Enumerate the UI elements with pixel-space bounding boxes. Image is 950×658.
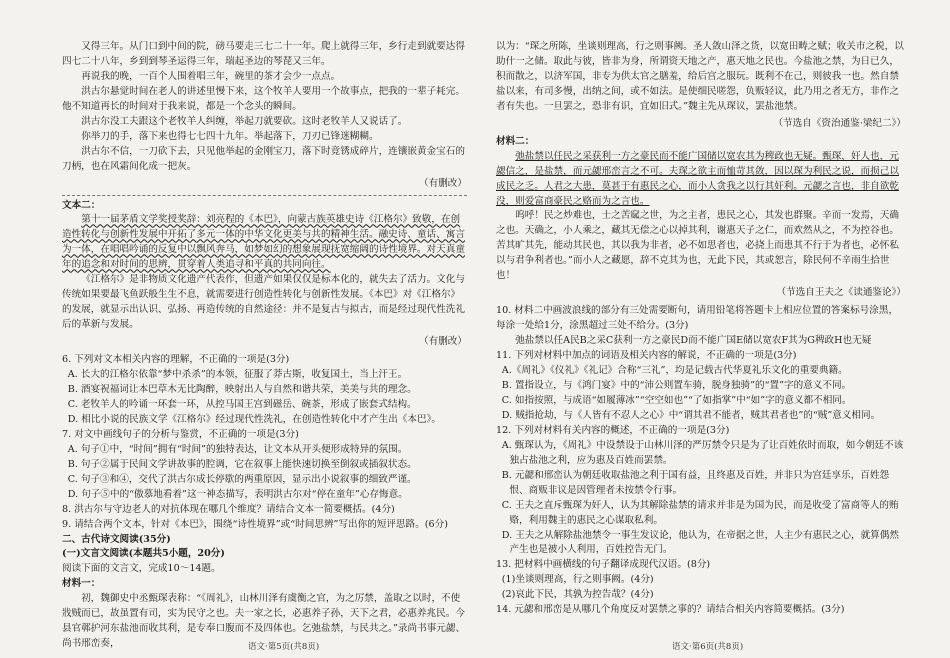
q12-option: A. 甄琛认为，《周礼》中设禁设于山林川泽的严厉禁令只是为了让百姓依时而取，如今朝廷不该独占盐池之利，应为惠及百姓而罢禁。	[501, 439, 904, 466]
intro-para: 洪古尔不信，一刀砍下去，只见他举起的金刚宝刀，落下时竟锈成碎片，连镶嵌黄金宝石的刀柄，也在风霜间化成一把灰。	[62, 145, 465, 172]
underlined-text: 第十一届茅盾文学奖授奖辞：刘亮程的《本巴》，向蒙古族英雄史诗《江格尔》致敬，在创造性转化与创新性发展中开拓了多元一体的中华文化更美与共的精神生活。融史诗、童话、寓言为一体，在唱唱吟诵的反复中以飘风奔马，如梦如幻的想象展现抚宽缩阔的诗性境界。对天真童年的追念和对时间的思辨，贯穿着人类追寻和平真的共同向往。	[62, 214, 465, 271]
q12-option: D. 王夫之从解除盐池禁令一事生发议论，他认为，在帝据之世，人主少有惠民之心，就算偶然产生也是被小人利用，百姓控告无门。	[501, 529, 899, 556]
q7-option: A. 句子①中，“时间”拥有“时间”的独特表达，让文本从开头便形成特异的氛围。	[67, 443, 408, 455]
material-1-continued: 以为：“琛之所陈，坐谈则理高，行之则事阙。圣人敛山泽之货，以宽田畴之赋；收关市之税，以助什一之储。取此与彼，皆非为身，所谓资天地之产，惠天地之民也。今盐池之禁，为日已久，积而散之，以济军国，非专为供太官之膳羞，给后宫之服玩。既利不在己，则彼我一也。然自禁盐以来，有司多慢，出纳之间，或不如法。是使细民嗟怨，负贩轻议，此乃用之者无方，非作之者有失也。一旦罢之，恐非有识，宜如旧式。”魏主先从琛议，罢盐池禁。	[496, 41, 904, 112]
intro-para: 你举刀的手，落下来也得七七四十九年。举起落下，刀刃已锋迷糊糊。	[81, 130, 379, 142]
q7-option: C. 句子③和④，交代了洪古尔成长停歇的两重原因，显示出小说叙事的细致严谨。	[67, 473, 417, 485]
text2-para: 《江格尔》是非物质文化遗产代表作，但遗产如果仅仅是标本化的，就失去了活力。文化与传统如果要最飞鱼跃般生生不息，就需要进行创造性转化与创新性发展。《本巴》对《江格尔》的发展，就显示出认识、弘扬、再造传统的自然途径：并不是复古与拟古，而是经过现代性洗礼后的革新与发展。	[62, 274, 465, 331]
q11-option: B. 置指设立，与《鸿门宴》中的“沛公则置车骑，脱身独骑”的“置”字的意义不同。	[501, 379, 852, 391]
source-note: （有删改）	[419, 336, 467, 348]
q7-option: B. 句子②属于民间文学讲故事的腔调，它在叙事上能快速切换至倒叙或插叙状态。	[67, 458, 417, 470]
source-note: （节选自王夫之《读通鉴论》）	[776, 287, 906, 299]
material-1-heading: 材料一：	[62, 578, 101, 590]
text2-para	[62, 213, 467, 273]
q13-item: (1)坐谈则理高，行之则事阙。(4分)	[501, 574, 654, 586]
q13-item: (2)哀此下民，其孰为控告哉？(4分)	[501, 589, 654, 601]
intro-para: 洪古尔没工夫跟这个老牧羊人纠缠，举起刀就要砍。这时老牧羊人又说话了。	[81, 115, 408, 127]
page-footer-right: 语文·第6页(共8页)	[672, 642, 744, 652]
source-note: （节选自《资治通鉴·梁纪二》）	[773, 117, 906, 129]
question-10: 10. 材料二中画波浪线的部分有三处需要断句，请用铅笔将答题卡上相应位置的答案标号涂黑，每涂一处给1分，涂黑超过三处不给分。(3分)	[496, 305, 899, 332]
question-12: 12. 下列对材料有关内容的概述，不正确的一项是(3分)	[496, 424, 730, 436]
intro-para: 又得三年。从门口到中间的院，磅马要走三七二十一年。爬上就得三年，乡行走到就要达得四七二十八年，乡到到琴圣运得三年，瑞起圣边的琴琵又三年。	[62, 41, 465, 67]
divider	[62, 195, 467, 196]
underlined-text: 弛盐禁以任民之采获利一方之豪民而不能广国储以宽农其为稗政也无疑。甄琛，奸人也，元勰信之，是盐禁，而元勰邢峦言之不可。夫琛之欲主而恤苛其敛，因以琛为利民之说，而损己以成民之乏。人君之大患，莫甚于有惠民之心，而小人贪我之以行其奸利。元勰之言也，非自欲乾没，则爱富商豪民之赂而为之言也。	[496, 150, 899, 207]
section-2-heading: 二、古代诗文阅读(35分)	[62, 533, 171, 545]
q6-option: A. 长大的江格尔依靠“梦中杀杀”的本领，征服了莽古斯，收复国土，当上汗王。	[67, 369, 408, 381]
question-6: 6. 下列对文本相关内容的理解，不正确的一项是(3分)	[62, 354, 290, 366]
intro-para: 再说我的晚，一百个人围着唱三年，碗里的茶才会少一点点。	[81, 70, 341, 82]
q7-option: D. 句子⑤中的“傲慕地看着”这一神态描写，表明洪古尔对“停在童年”心存悔意。	[67, 488, 408, 500]
question-9: 9. 请结合两个文本，针对《本巴》，围绕“诗性境界”或“时间思辨”写出你的短评思路。(6分)	[62, 518, 448, 530]
reading-instruction: 阅读下面的文言文，完成10～14题。	[62, 563, 221, 575]
q6-option: B. 酒宴祝福词让本巴草木无比陶醉，映射出人与自然和谐共荣，美美与共的理念。	[67, 383, 417, 395]
question-8: 8. 洪古尔与守边老人的对抗体现在哪几个维度？请结合文本一简要概括。(4分)	[62, 503, 395, 515]
left-page	[62, 40, 467, 652]
text2-heading: 文本二：	[62, 199, 101, 211]
material-2-para: 呜呼！民之炒难也，士之苦窳之世，为之主者，患民之心，其发也群聚。辛而一发焉，天确之也。天确之，小人乘之，藏其无偿之心以掉其利，谢惠天子之仁，而欢然从之，不为控谷也。苦其旷其先，能动其民也，其以我为非者，必不如思者也，必挠上而患其不行于为者也，必怀私以与君争利者也。”而小人之藏愿，辞不克其为也，无此下民，其或恕言，除民何不辛雨生拾世也！	[496, 210, 899, 282]
q12-option: C. 王夫之直斥甄琛为奸人，认为其解除盐禁的请求并非是为国为民，而是收受了富商等人的贿赂，利用魏主的惠民之心谋取私利。	[501, 499, 899, 526]
intro-para: 洪古尔悬觉时间在老人的讲述里慢下来，这个牧羊人要用一个故事点，把我的一辈子耗完。他不知道再长的时间对于我来说，都是一个念头的瞬间。	[62, 85, 465, 112]
sentence-break-options: 弛盐禁以任A民B之采C获利一方之豪民D而不能广国E储以宽农F其为G稗政H也无疑	[515, 335, 872, 347]
q6-option: C. 老牧羊人的吟诵一环套一环，从控马国王宫到磁岳、碗茶，形成了嵌套式结构。	[67, 398, 417, 410]
question-11: 11. 下列对材料中加点的词语及相关内容的解说，不正确的一项是(3分)	[496, 350, 797, 362]
material-1-text: 初，魏御史中丞甄琛表称：“《周礼》，山林川泽有虞衡之官，为之厉禁，盖取之以时，不使戕贼而已，故虽置有司，实为民守之也。夫一家之长，必惠养子孙，天下之君，必惠养兆民。今县官鄣护河东盐池而收其利，是专奉口腹而不及四体也。乞弛盐禁，与民共之。”录尚书事元勰、尚书邢峦奏，	[62, 593, 466, 650]
q11-option: C. 如指按照，与成语“如履薄冰”“空空如也”“了如指掌”中“如”字的意义都不相同。	[501, 394, 852, 406]
q11-option: A.《周礼》《仪礼》《礼记》合称“三礼”，均是记载古代华夏礼乐文化的重要典籍。	[501, 365, 848, 377]
material-2-para	[496, 150, 906, 210]
q12-option: B. 元勰和邢峦认为朝廷收取盐池之利于国有益，且终惠及百姓，并非只为宫廷享乐，百姓怨恨、商贩非议是因管理者未按禁令行事。	[501, 469, 890, 496]
q11-option: D. 贼指抢劫，与《人皆有不忍人之心》中“谓其君不能者，贼其君者也”的“贼”意义相同。	[501, 409, 881, 421]
section-2a-heading: (一)文言文阅读(本题共5小题，20分)	[62, 548, 225, 560]
question-14: 14. 元勰和邢峦是从哪几个角度反对罢禁之事的？请结合相关内容简要概括。(3分)	[496, 604, 845, 616]
source-note: （有删改）	[419, 177, 467, 189]
page-footer-left: 语文·第5页(共8页)	[248, 642, 320, 652]
question-13: 13. 把材料中画横线的句子翻译成现代汉语。(8分)	[496, 559, 711, 571]
right-page	[496, 40, 906, 618]
material-2-heading: 材料二：	[496, 135, 535, 147]
question-7: 7. 对文中画线句子的分析与鉴赏，不正确的一项是(3分)	[62, 428, 299, 440]
q6-option: D. 相比小说的民族文学《江格尔》经过现代性洗礼，在创造性转化中才产生出《本巴》。	[67, 413, 441, 425]
